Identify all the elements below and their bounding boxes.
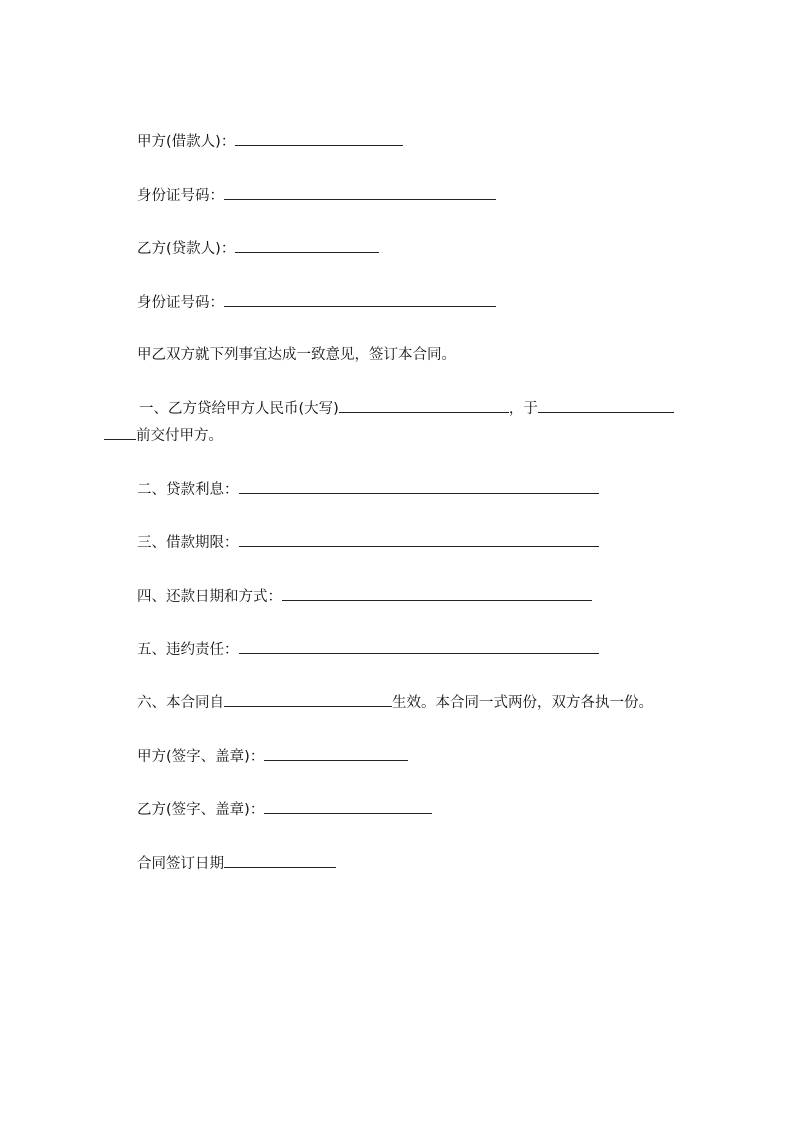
clause-3-row — [137, 532, 599, 552]
amount-blank[interactable] — [339, 398, 509, 413]
sign-date-label: 合同签订日期 — [137, 856, 224, 872]
clause-1-suffix: 前交付甲方。 — [136, 428, 223, 444]
term-blank[interactable] — [239, 532, 599, 547]
effective-date-blank[interactable] — [224, 692, 392, 707]
id-number-label-1: 身份证号码： — [137, 188, 224, 204]
sign-date-blank[interactable] — [224, 853, 336, 868]
borrower-blank[interactable] — [235, 131, 403, 146]
party-b-sign-label: 乙方(签字、盖章)： — [137, 802, 265, 818]
party-b-sign-row — [137, 799, 432, 819]
party-a-sign-label: 甲方(签字、盖章)： — [137, 749, 265, 765]
party-a-sign-blank[interactable] — [264, 746, 408, 761]
sign-date-row — [137, 853, 336, 873]
id-number-label-2: 身份证号码： — [137, 295, 224, 311]
delivery-date-blank-cont[interactable] — [104, 425, 136, 440]
clause-2-row — [137, 479, 599, 499]
clause-4-label: 四、还款日期和方式： — [137, 589, 282, 605]
borrower-row — [137, 131, 403, 151]
party-a-sign-row — [137, 746, 408, 766]
id-number-blank-2[interactable] — [224, 292, 496, 307]
interest-blank[interactable] — [239, 479, 599, 494]
clause-1-continuation — [104, 425, 223, 445]
clause-3-label: 三、借款期限： — [137, 535, 239, 551]
clause-5-row — [137, 639, 599, 659]
lender-blank[interactable] — [235, 238, 379, 253]
clause-6-row — [137, 692, 653, 712]
repayment-blank[interactable] — [282, 586, 592, 601]
liability-blank[interactable] — [239, 639, 599, 654]
clause-6-suffix: 生效。本合同一式两份，双方各执一份。 — [392, 695, 653, 711]
clause-2-label: 二、贷款利息： — [137, 482, 239, 498]
lender-row — [137, 238, 379, 258]
clause-1-mid: ，于 — [508, 401, 538, 417]
lender-label: 乙方(贷款人)： — [137, 241, 236, 257]
clause-1-prefix: 一、乙方贷给甲方人民币(大写) — [139, 401, 339, 417]
party-b-sign-blank[interactable] — [264, 799, 432, 814]
borrower-label: 甲方(借款人)： — [137, 134, 236, 150]
delivery-date-blank[interactable] — [538, 398, 674, 413]
id-number-row-1 — [137, 185, 496, 205]
clause-1-row — [139, 398, 674, 418]
agreement-intro: 甲乙双方就下列事宜达成一致意见，签订本合同。 — [137, 347, 456, 363]
id-number-row-2 — [137, 292, 496, 312]
clause-5-label: 五、违约责任： — [137, 642, 239, 658]
id-number-blank-1[interactable] — [224, 185, 496, 200]
clause-6-prefix: 六、本合同自 — [137, 695, 224, 711]
clause-4-row — [137, 586, 592, 606]
